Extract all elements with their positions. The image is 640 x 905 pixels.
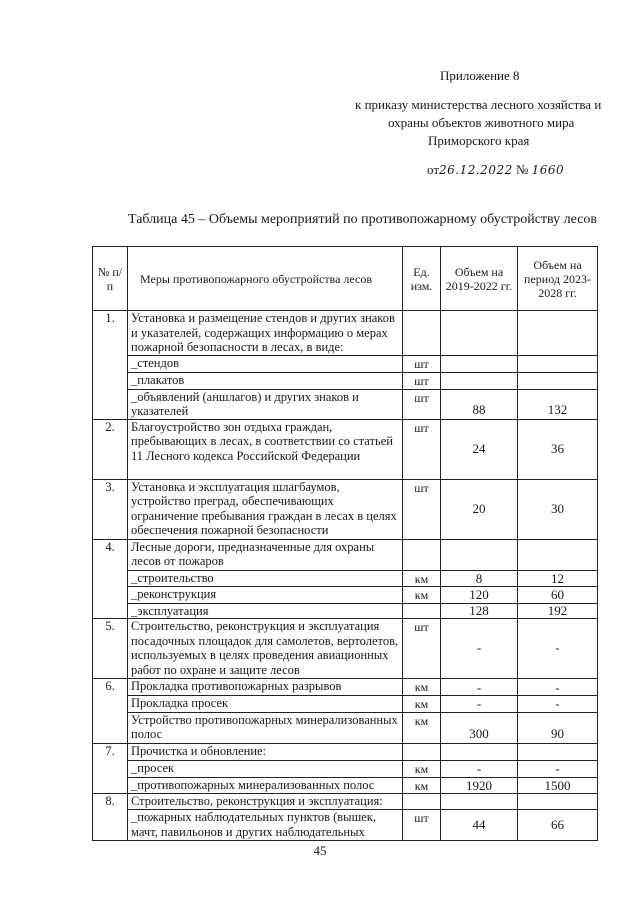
col-header-volume-2019-2022: Объем на 2019-2022 гг.	[441, 247, 518, 311]
row-value-2: 90	[518, 712, 598, 743]
row-value-2: -	[518, 760, 598, 777]
handwritten-order-number: 1660	[531, 163, 565, 177]
row-measure: Установка и размещение стендов и других знаков и указателей, содержащих информацию о мерах пожарной безопасности в лесах, в виде:	[128, 311, 403, 356]
row-unit: км	[403, 696, 441, 713]
row-value-2: 132	[518, 389, 598, 419]
table-row	[93, 603, 598, 619]
order-line-1: к приказу министерства лесного хозяйства и	[355, 97, 602, 112]
table-row	[93, 419, 598, 479]
table-row	[93, 587, 598, 604]
table-row	[93, 619, 598, 679]
row-measure: Устройство противопожарных минерализованных полос	[128, 712, 403, 743]
row-value-1: 44	[441, 810, 518, 841]
row-measure: _объявлений (аншлагов) и других знаков и указателей	[128, 389, 403, 419]
row-unit: шт	[403, 810, 441, 841]
row-num: 8.	[93, 794, 128, 841]
row-value-2: -	[518, 619, 598, 679]
row-unit: км	[403, 760, 441, 777]
table-row	[93, 794, 598, 810]
col-header-volume-2023-2028: Объем на период 2023-2028 гг.	[518, 247, 598, 311]
row-value-2: -	[518, 679, 598, 696]
row-num: 5.	[93, 619, 128, 679]
row-value-2	[518, 355, 598, 372]
handwritten-date: 26.12.2022	[439, 163, 513, 177]
row-unit: км	[403, 712, 441, 743]
order-date-number	[427, 162, 564, 178]
fire-measures-table	[92, 246, 598, 841]
row-value-1: 20	[441, 479, 518, 539]
row-value-1: -	[441, 696, 518, 713]
table-row	[93, 479, 598, 539]
row-value-2: 192	[518, 603, 598, 619]
col-header-measures: Меры противопожарного обустройства лесов	[128, 247, 403, 311]
row-unit: шт	[403, 479, 441, 539]
row-measure: _пожарных наблюдательных пунктов (вышек, мачт, павильонов и других наблюдательных	[128, 810, 403, 841]
col-header-unit: Ед. изм.	[403, 247, 441, 311]
row-unit: шт	[403, 355, 441, 372]
row-value-1: 300	[441, 712, 518, 743]
row-value-1: 24	[441, 419, 518, 479]
row-value-1: 120	[441, 587, 518, 604]
table-row	[93, 743, 598, 760]
table-header-row	[93, 247, 598, 311]
row-measure: _просек	[128, 760, 403, 777]
row-measure: _плакатов	[128, 372, 403, 389]
row-measure: _стендов	[128, 355, 403, 372]
row-measure: Прочистка и обновление:	[128, 743, 403, 760]
order-line-3: Приморского края	[428, 133, 530, 148]
row-value-1: -	[441, 760, 518, 777]
row-measure: _строительство	[128, 570, 403, 587]
row-num: 1.	[93, 311, 128, 420]
row-unit: шт	[403, 372, 441, 389]
row-value-1: -	[441, 679, 518, 696]
col-header-num: № п/п	[93, 247, 128, 311]
row-value-2: 12	[518, 570, 598, 587]
row-num: 6.	[93, 679, 128, 744]
row-value-1: -	[441, 619, 518, 679]
page-number: 45	[313, 843, 327, 858]
row-value-1: 1920	[441, 777, 518, 794]
row-measure: _эксплуатация	[128, 603, 403, 619]
row-unit: шт	[403, 389, 441, 419]
appendix-label: Приложение 8	[440, 68, 520, 83]
table-row	[93, 712, 598, 743]
table-title: Таблица 45 – Объемы мероприятий по противопожарному обустройству лесов	[128, 212, 598, 227]
row-value-1: 8	[441, 570, 518, 587]
sig-num-label: №	[515, 162, 529, 177]
order-line-2: охраны объектов животного мира	[388, 115, 575, 130]
row-unit: шт	[403, 619, 441, 679]
row-num: 3.	[93, 479, 128, 539]
table-row	[93, 777, 598, 794]
row-unit	[403, 603, 441, 619]
table-row	[93, 389, 598, 419]
row-unit: км	[403, 570, 441, 587]
row-value-2: -	[518, 696, 598, 713]
row-measure: Благоустройство зон отдыха граждан, пребывающих в лесах, в соответствии со статьей 11 Лесного кодекса Российской Федерации	[128, 419, 403, 479]
row-measure: Прокладка противопожарных разрывов	[128, 679, 403, 696]
row-measure: Прокладка просек	[128, 696, 403, 713]
row-measure: Установка и эксплуатация шлагбаумов, устройство преград, обеспечивающих ограничение пребывания граждан в лесах в целях обеспечения пожарной безопасности	[128, 479, 403, 539]
table-row	[93, 810, 598, 841]
row-unit: км	[403, 587, 441, 604]
row-value-2: 60	[518, 587, 598, 604]
row-measure: Лесные дороги, предназначенные для охраны лесов от пожаров	[128, 539, 403, 570]
table-row	[93, 372, 598, 389]
row-value-2: 36	[518, 419, 598, 479]
row-measure: Строительство, реконструкция и эксплуатация:	[128, 794, 403, 810]
table-row	[93, 570, 598, 587]
table-row	[93, 760, 598, 777]
row-measure: _противопожарных минерализованных полос	[128, 777, 403, 794]
row-num: 4.	[93, 539, 128, 619]
row-value-2: 1500	[518, 777, 598, 794]
row-num: 2.	[93, 419, 128, 479]
row-value-2	[518, 372, 598, 389]
row-unit: шт	[403, 419, 441, 479]
table-row	[93, 355, 598, 372]
row-num: 7.	[93, 743, 128, 794]
row-unit: км	[403, 777, 441, 794]
row-value-2: 30	[518, 479, 598, 539]
row-value-1: 88	[441, 389, 518, 419]
sig-prefix: от	[427, 162, 440, 177]
table-row	[93, 311, 598, 356]
table-row	[93, 696, 598, 713]
table-row	[93, 679, 598, 696]
row-measure: Строительство, реконструкция и эксплуатация посадочных площадок для самолетов, вертолетов, используемых в целях проведения авиационных работ по охране и защите лесов	[128, 619, 403, 679]
row-unit: км	[403, 679, 441, 696]
row-value-1	[441, 372, 518, 389]
row-value-1: 128	[441, 603, 518, 619]
row-measure: _реконструкция	[128, 587, 403, 604]
row-value-2: 66	[518, 810, 598, 841]
table-row	[93, 539, 598, 570]
row-value-1	[441, 355, 518, 372]
